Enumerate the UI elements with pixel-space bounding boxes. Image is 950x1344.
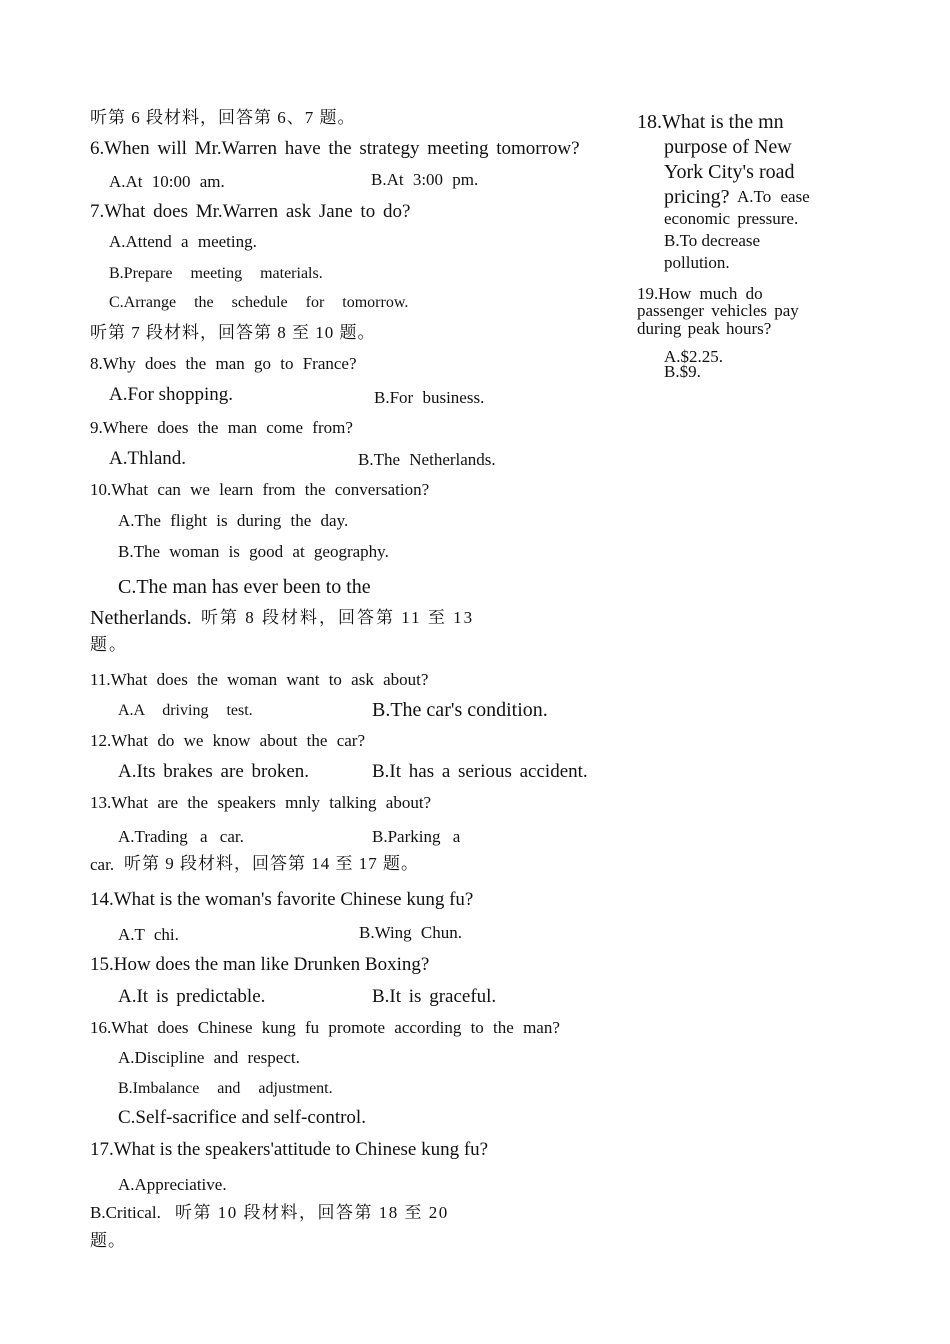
- q13-option-a: A.Trading a car.: [118, 827, 244, 846]
- section-8-header: 听第 8 段材料，回答第 11 至 13: [201, 608, 475, 627]
- q7-option-c: C.Arrange the schedule for tomorrow.: [109, 294, 409, 311]
- question-16: 16.What does Chinese kung fu promote according to the man?: [90, 1018, 560, 1037]
- section-6-header: 听第 6 段材料，回答第 6、7 题。: [90, 108, 356, 127]
- q10-option-b: B.The woman is good at geography.: [118, 542, 389, 561]
- q13-option-b: B.Parking a: [372, 827, 461, 846]
- q8-option-a: A.For shopping.: [109, 384, 234, 405]
- q13-option-b-cont: car.: [90, 855, 115, 874]
- q17-option-b: B.Critical.: [90, 1203, 161, 1222]
- q16-option-c: C.Self-sacrifice and self-control.: [118, 1107, 366, 1128]
- q14-option-b: B.Wing Chun.: [359, 923, 463, 942]
- q9-option-b: B.The Netherlands.: [358, 450, 496, 469]
- section-7-header: 听第 7 段材料，回答第 8 至 10 题。: [90, 323, 376, 342]
- q10-option-c: C.The man has ever been to the: [118, 576, 371, 598]
- q14-option-a: A.T chi.: [118, 925, 179, 944]
- question-19-line-3: during peak hours?: [637, 319, 772, 338]
- q18-option-b-cont: pollution.: [664, 253, 730, 272]
- question-19: 19.How much do: [637, 284, 763, 303]
- q10-option-a: A.The flight is during the day.: [118, 511, 349, 530]
- q7-option-b: B.Prepare meeting materials.: [109, 265, 323, 282]
- q18-option-a-cont: economic pressure.: [664, 209, 799, 228]
- question-8: 8.Why does the man go to France?: [90, 354, 357, 373]
- q19-option-a: A.$2.25.: [664, 347, 724, 366]
- section-9-header: 听第 9 段材料，回答第 14 至 17 题。: [124, 854, 419, 873]
- question-18-line-2: purpose of New: [664, 136, 792, 158]
- q16-option-b: B.Imbalance and adjustment.: [118, 1080, 333, 1097]
- q8-option-b: B.For business.: [374, 388, 485, 407]
- q18-option-b: B.To decrease: [664, 231, 761, 250]
- q6-option-a: A.At 10:00 am.: [109, 172, 225, 191]
- section-10-header-cont: 题。: [90, 1231, 126, 1250]
- q12-option-a: A.Its brakes are broken.: [118, 761, 310, 782]
- question-18: 18.What is the mn: [637, 111, 784, 133]
- q15-option-a: A.It is predictable.: [118, 986, 266, 1007]
- question-18-line-4: pricing?: [664, 186, 730, 208]
- question-13: 13.What are the speakers mnly talking about?: [90, 793, 432, 812]
- q12-option-b: B.It has a serious accident.: [372, 761, 588, 782]
- q9-option-a: A.Thland.: [109, 448, 187, 469]
- question-12: 12.What do we know about the car?: [90, 731, 365, 750]
- question-14: 14.What is the woman's favorite Chinese kung fu?: [90, 889, 474, 910]
- q6-option-b: B.At 3:00 pm.: [371, 170, 479, 189]
- section-10-header: 听第 10 段材料，回答第 18 至 20: [175, 1203, 449, 1222]
- q11-option-a: A.A driving test.: [118, 702, 253, 719]
- q11-option-b: B.The car's condition.: [372, 699, 548, 721]
- question-19-line-2: passenger vehicles pay: [637, 301, 799, 320]
- q19-option-b: B.$9.: [664, 362, 701, 381]
- question-9: 9.Where does the man come from?: [90, 418, 353, 437]
- q18-option-a: A.To ease: [737, 187, 810, 206]
- q15-option-b: B.It is graceful.: [372, 986, 497, 1007]
- question-6: 6.When will Mr.Warren have the strategy meeting tomorrow?: [90, 138, 580, 159]
- question-15: 15.How does the man like Drunken Boxing?: [90, 954, 430, 975]
- section-8-header-cont: 题。: [90, 635, 128, 654]
- question-17: 17.What is the speakers'attitude to Chinese kung fu?: [90, 1139, 489, 1160]
- question-18-line-3: York City's road: [664, 161, 795, 183]
- q16-option-a: A.Discipline and respect.: [118, 1048, 300, 1067]
- q7-option-a: A.Attend a meeting.: [109, 232, 257, 251]
- question-7: 7.What does Mr.Warren ask Jane to do?: [90, 201, 411, 222]
- q17-option-a: A.Appreciative.: [118, 1175, 227, 1194]
- q10-option-c-cont: Netherlands.: [90, 607, 192, 629]
- question-10: 10.What can we learn from the conversation?: [90, 480, 430, 499]
- question-11: 11.What does the woman want to ask about?: [90, 670, 429, 689]
